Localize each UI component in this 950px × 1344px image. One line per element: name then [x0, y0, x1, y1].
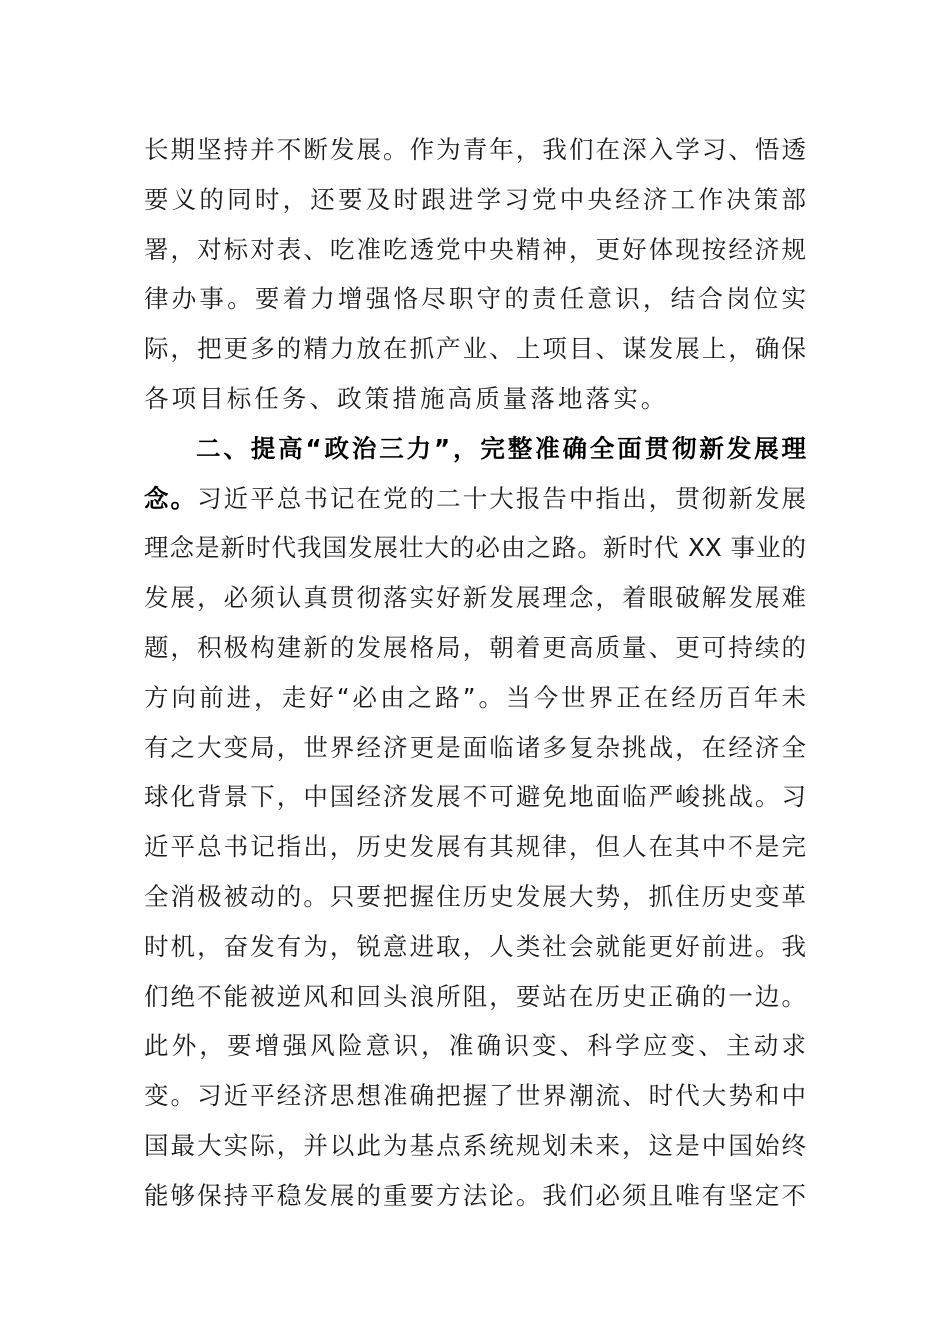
text-line: 国最大实际，并以此为基点系统规划未来，这是中国始终 — [144, 1130, 806, 1160]
paragraph-continuation — [144, 125, 806, 424]
text-line: 时机，奋发有为，锐意进取，人类社会就能更好前进。我 — [144, 931, 806, 961]
text-line: 球化背景下，中国经济发展不可避免地面临严峻挑战。习 — [144, 782, 806, 812]
text-line: 际，把更多的精力放在抓产业、上项目、谋发展上，确保 — [144, 334, 806, 364]
text-line: 全消极被动的。只要把握住历史发展大势，抓住历史变革 — [144, 881, 806, 911]
text-line: 署，对标对表、吃准吃透党中央精神，更好体现按经济规 — [144, 234, 806, 264]
text-line: 变。习近平经济思想准确把握了世界潮流、时代大势和中 — [144, 1081, 806, 1111]
text-line: 此外，要增强风险意识，准确识变、科学应变、主动求 — [144, 1031, 806, 1061]
section-two — [144, 424, 806, 1221]
text-line: 律办事。要着力增强恪尽职守的责任意识，结合岗位实 — [144, 284, 806, 314]
text-line: 发展，必须认真贯彻落实好新发展理念，着眼破解发展难 — [144, 583, 806, 613]
section-body-start: 习近平总书记在党的二十大报告中指出，贯彻新发展 — [197, 483, 806, 513]
text-line — [144, 474, 806, 524]
text-line: 有之大变局，世界经济更是面临诸多复杂挑战，在经济全 — [144, 732, 806, 762]
section-heading-end: 念。 — [144, 483, 198, 513]
text-line: 近平总书记指出，历史发展有其规律，但人在其中不是完 — [144, 832, 806, 862]
text-line: 方向前进，走好“必由之路”。当今世界正在经历百年未 — [144, 682, 806, 712]
text-line: 要义的同时，还要及时跟进学习党中央经济工作决策部 — [144, 184, 806, 214]
text-line: 们绝不能被逆风和回头浪所阻，要站在历史正确的一边。 — [144, 981, 806, 1011]
text-line: 题，积极构建新的发展格局，朝着更高质量、更可持续的 — [144, 632, 806, 662]
text-line: 能够保持平稳发展的重要方法论。我们必须且唯有坚定不 — [144, 1180, 806, 1210]
text-line: 长期坚持并不断发展。作为青年，我们在深入学习、悟透 — [144, 135, 806, 164]
section-heading: 二、提高“政治三力”，完整准确全面贯彻新发展理 — [196, 433, 806, 463]
document-body — [144, 125, 806, 1221]
text-line: 各项目标任务、政策措施高质量落地落实。 — [144, 383, 669, 413]
text-line: 理念是新时代我国发展壮大的必由之路。新时代 XX 事业的 — [144, 533, 806, 563]
